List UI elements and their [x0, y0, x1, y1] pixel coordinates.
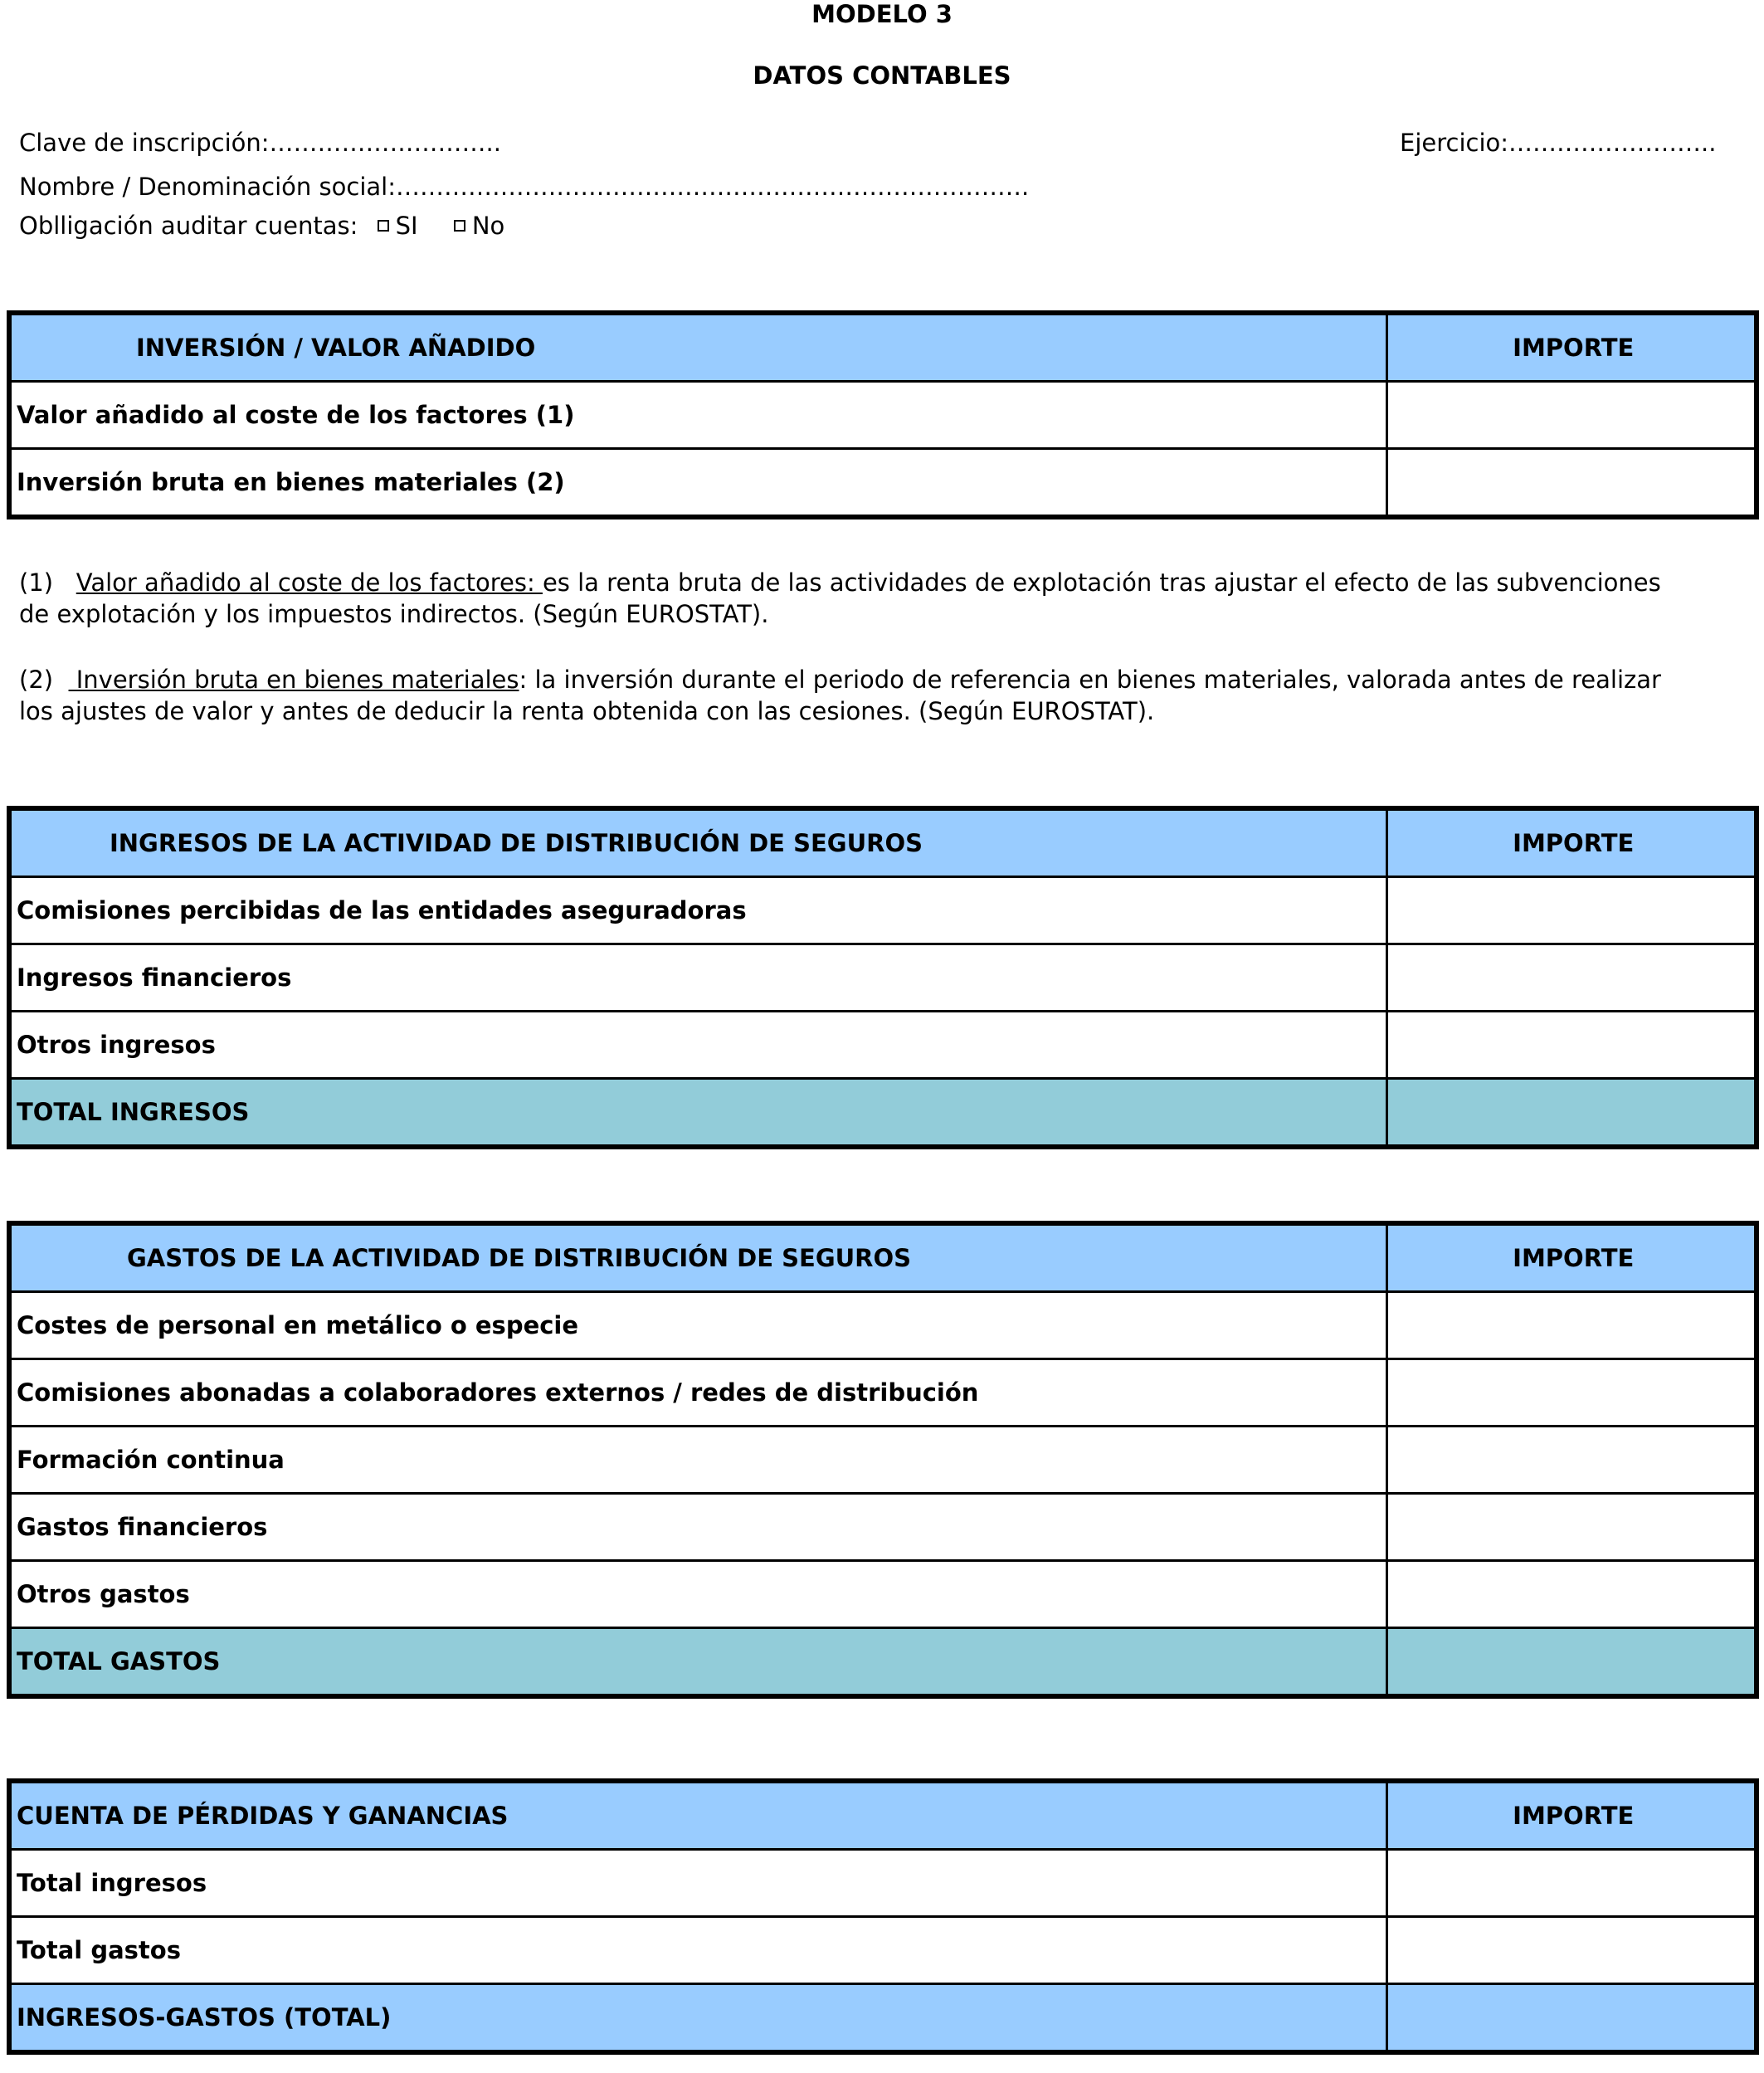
clave-line — [19, 129, 501, 157]
footnote-1 — [19, 567, 1679, 630]
total-label: INGRESOS-GASTOS (TOTAL) — [9, 1984, 1386, 2053]
table-row — [9, 1359, 1757, 1427]
ejercicio-line — [1400, 129, 1716, 157]
footnote-number: (1) — [19, 568, 54, 597]
row-label: Inversión bruta en bienes materiales (2) — [9, 449, 1386, 518]
table-header: INVERSIÓN / VALOR AÑADIDO — [9, 313, 1386, 382]
table-row — [9, 1494, 1757, 1561]
footnote-term: Inversión bruta en bienes materiales — [68, 666, 519, 694]
row-label: Comisiones percibidas de las entidades aseguradoras — [9, 877, 1386, 944]
total-importe-cell[interactable] — [1386, 1079, 1757, 1148]
table-header: INGRESOS DE LA ACTIVIDAD DE DISTRIBUCIÓN DE SEGUROS — [9, 808, 1386, 877]
si-checkbox[interactable] — [378, 220, 389, 232]
ejercicio-field[interactable]: …………………….. — [1508, 129, 1717, 157]
total-row — [9, 1984, 1757, 2053]
row-label: Valor añadido al coste de los factores (1) — [9, 382, 1386, 449]
table-row — [9, 877, 1757, 944]
si-label: SI — [395, 212, 418, 240]
importe-cell[interactable] — [1386, 1561, 1757, 1628]
total-importe-cell[interactable] — [1386, 1984, 1757, 2053]
total-label: TOTAL GASTOS — [9, 1628, 1386, 1697]
importe-cell[interactable] — [1386, 1359, 1757, 1427]
importe-cell[interactable] — [1386, 1292, 1757, 1359]
importe-header: IMPORTE — [1386, 808, 1757, 877]
table-row — [9, 382, 1757, 449]
row-label: Total ingresos — [9, 1850, 1386, 1917]
row-label: Otros ingresos — [9, 1012, 1386, 1079]
nombre-line — [19, 173, 1029, 201]
row-label: Otros gastos — [9, 1561, 1386, 1628]
page-subtitle: DATOS CONTABLES — [753, 61, 1011, 90]
importe-cell[interactable] — [1386, 1917, 1757, 1984]
footnote-text: : la inversión durante el periodo de referencia en bienes materiales, valorada antes de realizar los ajustes de valor y antes de deducir la renta obtenida con las cesiones. (Según EUROSTAT). — [19, 666, 1661, 725]
total-row — [9, 1079, 1757, 1148]
importe-header: IMPORTE — [1386, 1223, 1757, 1292]
table-row — [9, 449, 1757, 518]
clave-field[interactable]: ……………………….. — [269, 129, 501, 157]
row-label: Costes de personal en metálico o especie — [9, 1292, 1386, 1359]
importe-cell[interactable] — [1386, 944, 1757, 1012]
no-label: No — [471, 212, 505, 240]
importe-cell[interactable] — [1386, 449, 1757, 518]
clave-label: Clave de inscripción: — [19, 129, 270, 157]
table-row — [9, 1561, 1757, 1628]
table-row — [9, 1917, 1757, 1984]
table-row — [9, 944, 1757, 1012]
nombre-field[interactable]: ……………………………………………………………………. — [395, 173, 1030, 201]
row-label: Gastos financieros — [9, 1494, 1386, 1561]
footnote-number: (2) — [19, 666, 54, 694]
importe-cell[interactable] — [1386, 877, 1757, 944]
auditar-line — [19, 212, 504, 240]
row-label: Ingresos financieros — [9, 944, 1386, 1012]
footnote-text: es la renta bruta de las actividades de explotación tras ajustar el efecto de las subvenciones de explotación y los impuestos indirectos. (Según EUROSTAT). — [19, 568, 1661, 628]
footnote-2 — [19, 664, 1679, 727]
ejercicio-label: Ejercicio: — [1400, 129, 1509, 157]
table-header: GASTOS DE LA ACTIVIDAD DE DISTRIBUCIÓN DE SEGUROS — [9, 1223, 1386, 1292]
model-title: MODELO 3 — [811, 0, 953, 28]
footnote-term: Valor añadido al coste de los factores: — [76, 568, 543, 597]
table-row — [9, 1292, 1757, 1359]
perdidas-ganancias-table — [7, 1778, 1759, 2055]
no-checkbox[interactable] — [454, 220, 465, 232]
ingresos-table — [7, 806, 1759, 1149]
importe-cell[interactable] — [1386, 1850, 1757, 1917]
row-label: Comisiones abonadas a colaboradores externos / redes de distribución — [9, 1359, 1386, 1427]
table-row — [9, 1012, 1757, 1079]
table-row — [9, 1850, 1757, 1917]
importe-cell[interactable] — [1386, 1012, 1757, 1079]
importe-cell[interactable] — [1386, 1427, 1757, 1494]
nombre-label: Nombre / Denominación social: — [19, 173, 396, 201]
importe-header: IMPORTE — [1386, 313, 1757, 382]
total-importe-cell[interactable] — [1386, 1628, 1757, 1697]
row-label: Total gastos — [9, 1917, 1386, 1984]
row-label: Formación continua — [9, 1427, 1386, 1494]
table-header: CUENTA DE PÉRDIDAS Y GANANCIAS — [9, 1781, 1386, 1850]
gastos-table — [7, 1221, 1759, 1699]
total-label: TOTAL INGRESOS — [9, 1079, 1386, 1148]
importe-cell[interactable] — [1386, 1494, 1757, 1561]
total-row — [9, 1628, 1757, 1697]
auditar-label: Oblligación auditar cuentas: — [19, 212, 358, 240]
importe-cell[interactable] — [1386, 382, 1757, 449]
importe-header: IMPORTE — [1386, 1781, 1757, 1850]
inversion-table — [7, 310, 1759, 519]
table-row — [9, 1427, 1757, 1494]
